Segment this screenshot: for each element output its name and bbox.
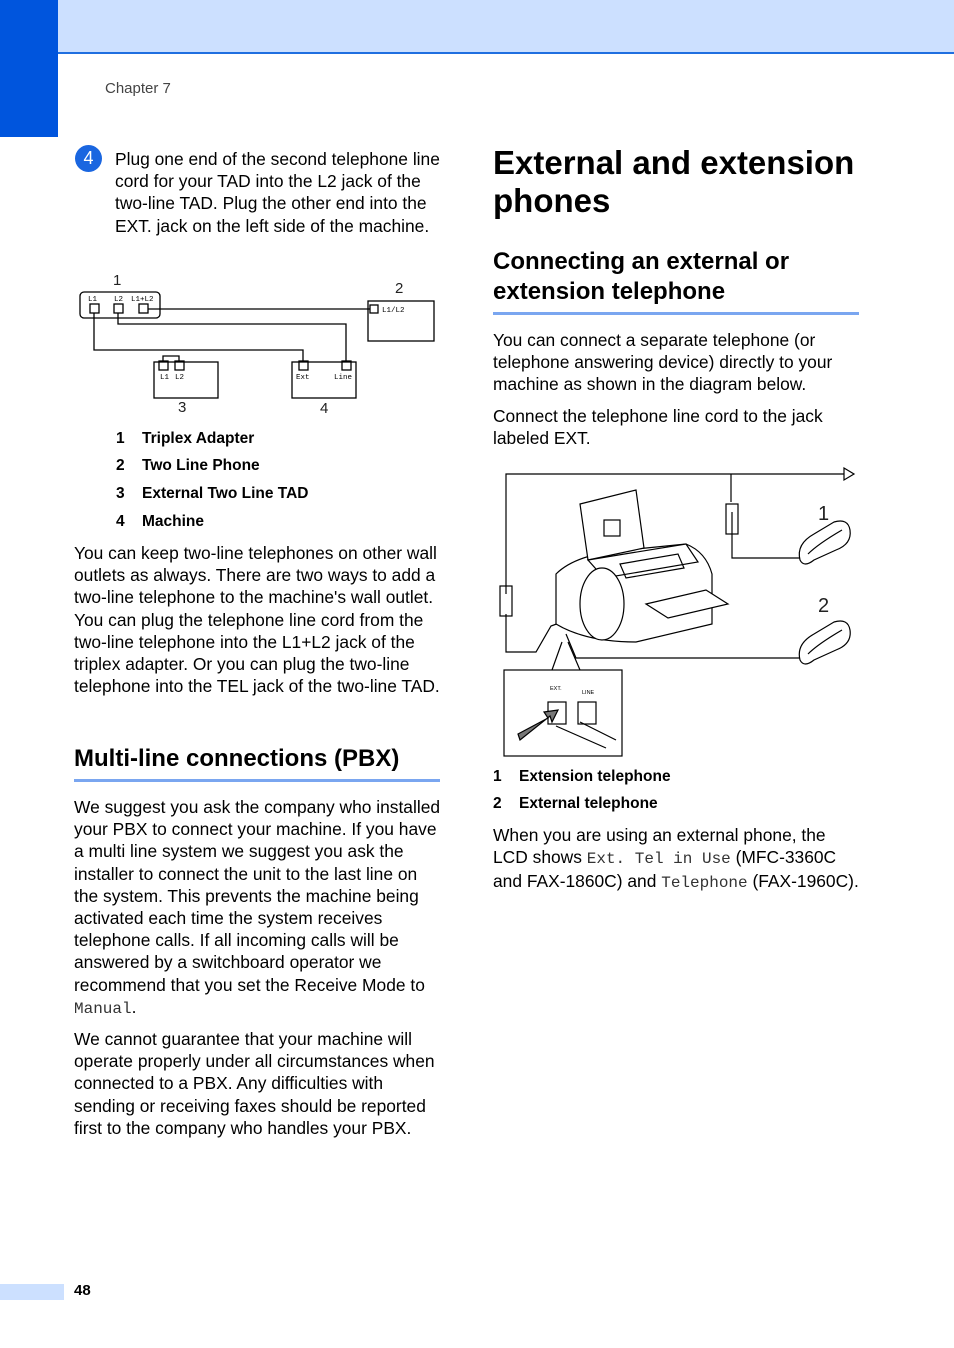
lcd-text-telephone: Telephone [661,874,748,893]
tad-label-l2: L2 [175,374,185,382]
chapter-tab [0,0,58,137]
extension-intro-paragraph: You can connect a separate telephone (or telephone answering device) directly to your machine as shown in the diagram below. [493,330,833,395]
extension-phone-diagram [496,464,860,760]
section-rule [493,312,859,315]
header-band [0,0,954,54]
legend-item: 2 External telephone [493,795,658,812]
phone-label: L1/L2 [382,307,405,315]
step-text: Plug one end of the second telephone line cord for your TAD into the L2 jack of the two-line TAD. Plug the other end into the EXT. jack on the left side of the machine. [115,149,440,236]
section-rule [74,779,440,782]
pbx-warning-paragraph: We cannot guarantee that your machine will operate properly under all circumstances when connected to a PBX. Any difficulties with sending or receiving faxes should be reported first to the company who handles your PBX. [74,1029,435,1138]
connect-instruction-paragraph: Connect the telephone line cord to the jack labeled EXT. [493,406,823,449]
jack-detail-inset [504,670,622,756]
adapter-label-l2: L2 [114,296,124,304]
jack-label-ext: EXT. [550,686,562,692]
callout-3: 3 [178,399,187,416]
external-telephone-icon [799,621,850,664]
callout-4: 4 [320,400,329,417]
page-title: External and extension phones [493,144,855,219]
legend-item: 3 External Two Line TAD [116,485,309,502]
page-number: 48 [74,1282,91,1299]
legend-item: 4 Machine [116,513,205,530]
tad-label-l1: L1 [160,374,170,382]
callout-2: 2 [395,280,404,297]
callout-2: 2 [818,595,830,617]
extension-telephone-icon [799,521,850,564]
plug-arrow-icon [518,710,558,740]
legend-item: 1 Triplex Adapter [116,430,255,447]
machine-label-line: Line [334,374,353,382]
jack-label-line: LINE [582,690,595,696]
two-line-paragraph: You can keep two-line telephones on other wall outlets as always. There are two ways to add a two-line telephone to the machine's wall outlet. You can plug the telephone line cord from the two-line telephone into the L1+L2 jack of the triplex adapter. Or you can plug the two-line telephone into the TEL jack of the two-line TAD. [74,543,440,697]
legend-item: 2 Two Line Phone [116,457,260,474]
section-heading-pbx: Multi-line connections (PBX) [74,745,400,772]
page-number-band [0,1284,64,1300]
chapter-label: Chapter 7 [105,80,171,97]
callout-1: 1 [818,503,830,525]
adapter-label-l1: L1 [88,296,98,304]
machine-label-ext: Ext [296,374,310,382]
legend-item: 1 Extension telephone [493,768,671,785]
section-heading-extension: Connecting an external or extension telephone [493,248,790,305]
fax-handset [580,568,624,640]
lcd-text-manual: Manual [74,999,132,1018]
lcd-text-ext-tel: Ext. Tel in Use [586,850,731,869]
lcd-message-paragraph: When you are using an external phone, the LCD shows Ext. Tel in Use (MFC-3360C and FAX-1860C) and Telephone (FAX-1960C). [493,825,859,893]
callout-1: 1 [113,272,122,289]
pbx-paragraph: We suggest you ask the company who installed your PBX to connect your machine. If you have a multi line system we suggest you ask the installer to connect the unit to the last line on the system. This prevents the machine being activated each time the system receives telephone calls. If all incoming calls will be answered by a switchboard operator we recommend that you set the Receive Mode to Manual. [74,797,441,1018]
adapter-label-l1l2: L1+L2 [131,296,154,304]
step-number-badge: 4 [75,145,102,172]
triplex-wiring-diagram [74,268,444,418]
paper-tray [580,490,644,560]
